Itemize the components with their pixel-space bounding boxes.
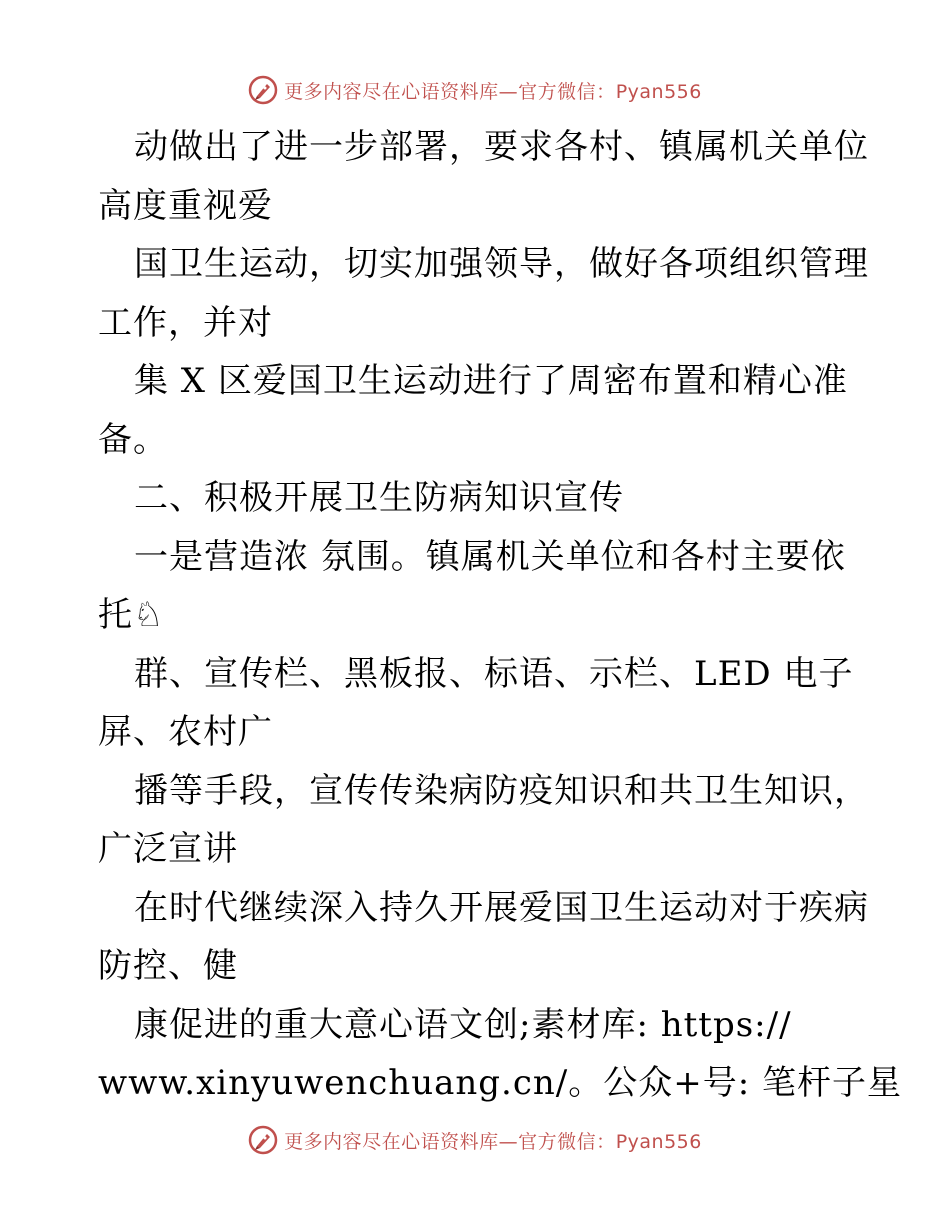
text-line: www.xinyuwenchuang.cn/。公众+号: 笔杆子星 <box>98 1063 902 1103</box>
pen-nib-logo-icon <box>248 75 278 105</box>
text-line: 屏、农村广 <box>98 712 273 752</box>
text-line: 在时代继续深入持久开展爱国卫生运动对于疾病 <box>134 887 869 928</box>
text-line: 备。 <box>98 419 168 460</box>
section-heading: 二、积极开展卫生防病知识宣传 <box>134 478 624 518</box>
text-line: 工作，并对 <box>98 302 273 343</box>
text-line: 高度重视爱 <box>98 185 273 226</box>
watermark-separator: — <box>498 80 519 103</box>
text-line: 播等手段，宣传传染病防疫知识和共卫生知识， <box>134 770 869 811</box>
watermark-brand: 更多内容尽在心语资料库 <box>284 1130 499 1153</box>
footer-watermark <box>0 1120 950 1160</box>
text-line: 集 X 区爱国卫生运动进行了周密布置和精心准 <box>134 361 848 401</box>
text-line: 动做出了进一步部署，要求各村、镇属机关单位 <box>134 127 869 167</box>
text-line: 防控、健 <box>98 946 238 986</box>
watermark-text <box>284 77 702 104</box>
text-line: 康促进的重大意心语文创;素材库: https:// <box>134 1004 792 1045</box>
pen-nib-logo-icon <box>248 1125 278 1155</box>
text-line: 群、宣传栏、黑板报、标语、示栏、LED 电子 <box>134 653 854 694</box>
text-line: 一是营造浓 氛围。镇属机关单位和各村主要依 <box>134 536 846 577</box>
watermark-wechat-label: 官方微信： <box>518 80 616 103</box>
text-line: 国卫生运动，切实加强领导，做好各项组织管理 <box>134 244 869 284</box>
header-watermark <box>0 70 950 110</box>
watermark-text <box>284 1127 702 1154</box>
watermark-wechat-label: 官方微信： <box>518 1130 616 1153</box>
watermark-wechat-id: Pyan556 <box>615 80 702 103</box>
text-line: 广泛宣讲 <box>98 829 238 869</box>
watermark-separator: — <box>498 1130 519 1153</box>
watermark-brand: 更多内容尽在心语资料库 <box>284 80 499 103</box>
document-body <box>98 118 902 1113</box>
text-line: 托♘ <box>98 595 165 635</box>
watermark-wechat-id: Pyan556 <box>615 1130 702 1153</box>
